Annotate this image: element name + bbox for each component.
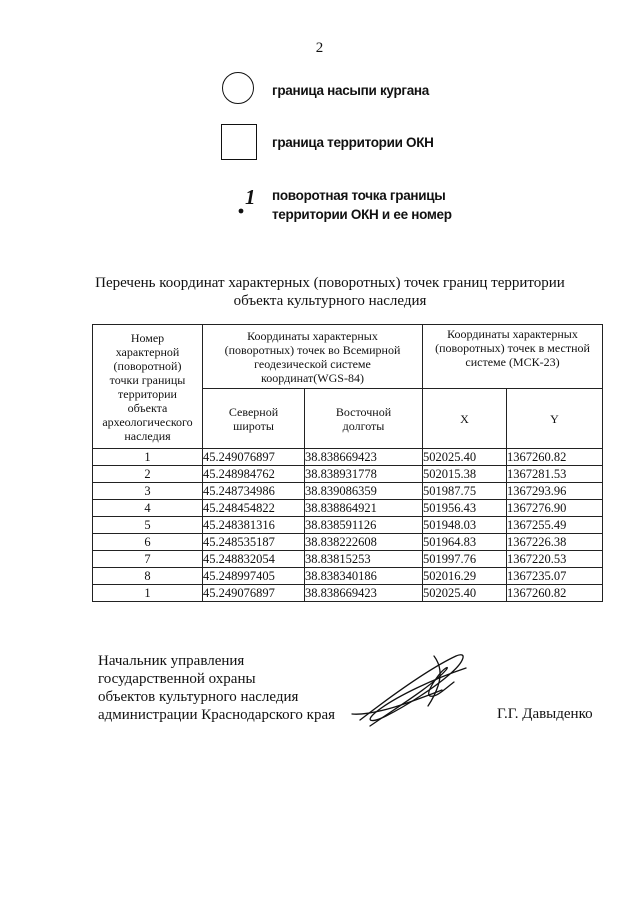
table-row: 1 45.249076897 38.838669423 502025.40 1367260.82 <box>93 449 603 466</box>
signer-name: Г.Г. Давыденко <box>497 706 593 722</box>
table-row: 5 45.248381316 38.838591126 501948.03 1367255.49 <box>93 517 603 534</box>
signature-line4: администрации Краснодарского края <box>98 707 336 723</box>
circle-icon <box>222 72 254 104</box>
square-icon <box>221 124 257 160</box>
page-number: 2 <box>315 40 324 56</box>
signature-line1: Начальник управления <box>98 653 245 669</box>
header-y: Y <box>507 389 603 449</box>
legend-territory-boundary: граница территории ОКН <box>272 135 434 150</box>
table-row: 3 45.248734986 38.839086359 501987.75 1367293.96 <box>93 483 603 500</box>
point-number: 1 <box>245 185 256 209</box>
header-point-number: Номер характерной (поворотной) точки границы территории объекта археологического наследия <box>93 325 203 449</box>
signature-line3: объектов культурного наследия <box>98 689 299 705</box>
handwritten-signature <box>346 650 496 730</box>
legend-turning-point-line2: территории ОКН и ее номер <box>272 207 452 222</box>
list-title-line1: Перечень координат характерных (поворотных) точек границ территории <box>95 275 565 291</box>
table-row: 1 45.249076897 38.838669423 502025.40 1367260.82 <box>93 585 603 602</box>
signature-line2: государственной охраны <box>98 671 256 687</box>
header-wgs84-group: Координаты характерных (поворотных) точек во Всемирной геодезической системе координат(WGS-84) <box>203 325 423 389</box>
coordinates-table <box>92 324 603 602</box>
table-row: 6 45.248535187 38.838222608 501964.83 1367226.38 <box>93 534 603 551</box>
legend-turning-point <box>272 186 452 224</box>
legend-turning-point-line1: поворотная точка границы <box>272 188 446 203</box>
signature-title <box>98 652 335 724</box>
header-msk23-group: Координаты характерных (поворотных) точек в местной системе (МСК-23) <box>423 325 603 389</box>
table-row: 2 45.248984762 38.838931778 502015.38 1367281.53 <box>93 466 603 483</box>
header-x: X <box>423 389 507 449</box>
list-title-line2: объекта культурного наследия <box>233 293 427 309</box>
header-latitude: Северной широты <box>203 389 305 449</box>
table-row: 7 45.248832054 38.83815253 501997.76 1367220.53 <box>93 551 603 568</box>
table-row: 8 45.248997405 38.838340186 502016.29 1367235.07 <box>93 568 603 585</box>
table-row: 4 45.248454822 38.838864921 501956.43 1367276.90 <box>93 500 603 517</box>
point-icon <box>236 184 260 220</box>
list-title <box>60 274 600 310</box>
header-longitude: Восточной долготы <box>305 389 423 449</box>
legend-mound-boundary: граница насыпи кургана <box>272 83 429 98</box>
